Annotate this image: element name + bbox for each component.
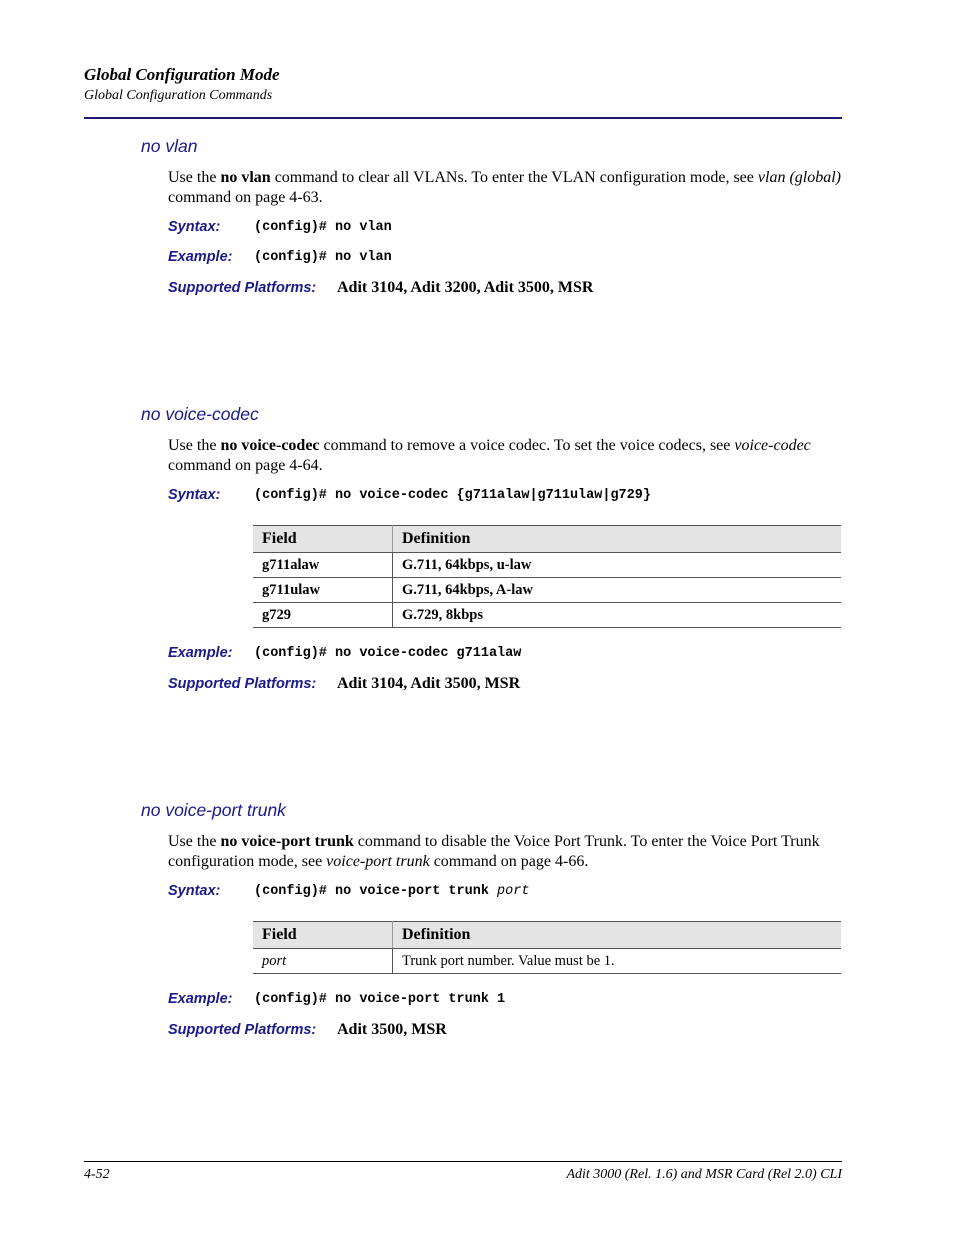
syntax-code: (config)# no vlan	[254, 220, 392, 235]
platforms-value: Adit 3104, Adit 3200, Adit 3500, MSR	[337, 279, 594, 296]
document-title: Adit 3000 (Rel. 1.6) and MSR Card (Rel 2.0) CLI	[566, 1167, 842, 1182]
running-header-subtitle: Global Configuration Commands	[84, 88, 273, 103]
section-paragraph: Use the no voice-port trunk command to disable the Voice Port Trunk. To enter the Voice Port Trunk configuration mode, see voice-port trunk command on page 4-66.	[168, 833, 820, 870]
syntax-label: Syntax:	[168, 487, 221, 503]
section-heading-no-voice-codec: no voice-codec	[141, 404, 259, 424]
table-header-definition: Definition	[393, 922, 842, 949]
page-number: 4-52	[84, 1167, 110, 1182]
table-header-field: Field	[253, 526, 393, 553]
table-row	[253, 553, 841, 578]
syntax-label: Syntax:	[168, 883, 221, 899]
table-header-row	[253, 526, 841, 553]
example-label: Example:	[168, 249, 233, 265]
table-cell-field: g729	[253, 603, 393, 628]
example-label: Example:	[168, 991, 233, 1007]
table-cell-definition: G.711, 64kbps, u-law	[393, 553, 842, 578]
table-row	[253, 949, 841, 974]
example-code: (config)# no voice-codec g711alaw	[254, 646, 522, 661]
field-definition-table	[253, 525, 841, 628]
field-definition-table	[253, 921, 841, 974]
example-code: (config)# no vlan	[254, 250, 392, 265]
platforms-label: Supported Platforms:	[168, 280, 317, 296]
table-header-field: Field	[253, 922, 393, 949]
syntax-code: (config)# no voice-port trunk port	[254, 884, 530, 899]
syntax-argument: port	[497, 884, 530, 899]
platforms-label: Supported Platforms:	[168, 676, 317, 692]
table-header-row	[253, 922, 841, 949]
table-header-definition: Definition	[393, 526, 842, 553]
table-cell-field: g711ulaw	[253, 578, 393, 603]
syntax-code: (config)# no voice-codec {g711alaw|g711ulaw|g729}	[254, 488, 651, 503]
section-paragraph: Use the no voice-codec command to remove a voice codec. To set the voice codecs, see voice-codec command on page 4-64.	[168, 437, 811, 474]
example-code: (config)# no voice-port trunk 1	[254, 992, 506, 1007]
table-row	[253, 578, 841, 603]
platforms-label: Supported Platforms:	[168, 1022, 317, 1038]
section-paragraph: Use the no vlan command to clear all VLANs. To enter the VLAN configuration mode, see vlan (global) command on page 4-63.	[168, 169, 841, 206]
table-row	[253, 603, 841, 628]
table-cell-definition: Trunk port number. Value must be 1.	[393, 949, 842, 974]
syntax-label: Syntax:	[168, 219, 221, 235]
header-rule	[84, 117, 842, 119]
running-header-title: Global Configuration Mode	[84, 65, 280, 84]
example-label: Example:	[168, 645, 233, 661]
section-heading-no-vlan: no vlan	[141, 136, 198, 156]
table-cell-definition: G.711, 64kbps, A-law	[393, 578, 842, 603]
table-cell-field: port	[253, 949, 393, 974]
platforms-value: Adit 3104, Adit 3500, MSR	[337, 675, 521, 692]
table-cell-field: g711alaw	[253, 553, 393, 578]
footer-rule	[84, 1161, 842, 1162]
section-heading-no-voice-port-trunk: no voice-port trunk	[141, 800, 286, 820]
table-cell-definition: G.729, 8kbps	[393, 603, 842, 628]
platforms-value: Adit 3500, MSR	[337, 1021, 447, 1038]
